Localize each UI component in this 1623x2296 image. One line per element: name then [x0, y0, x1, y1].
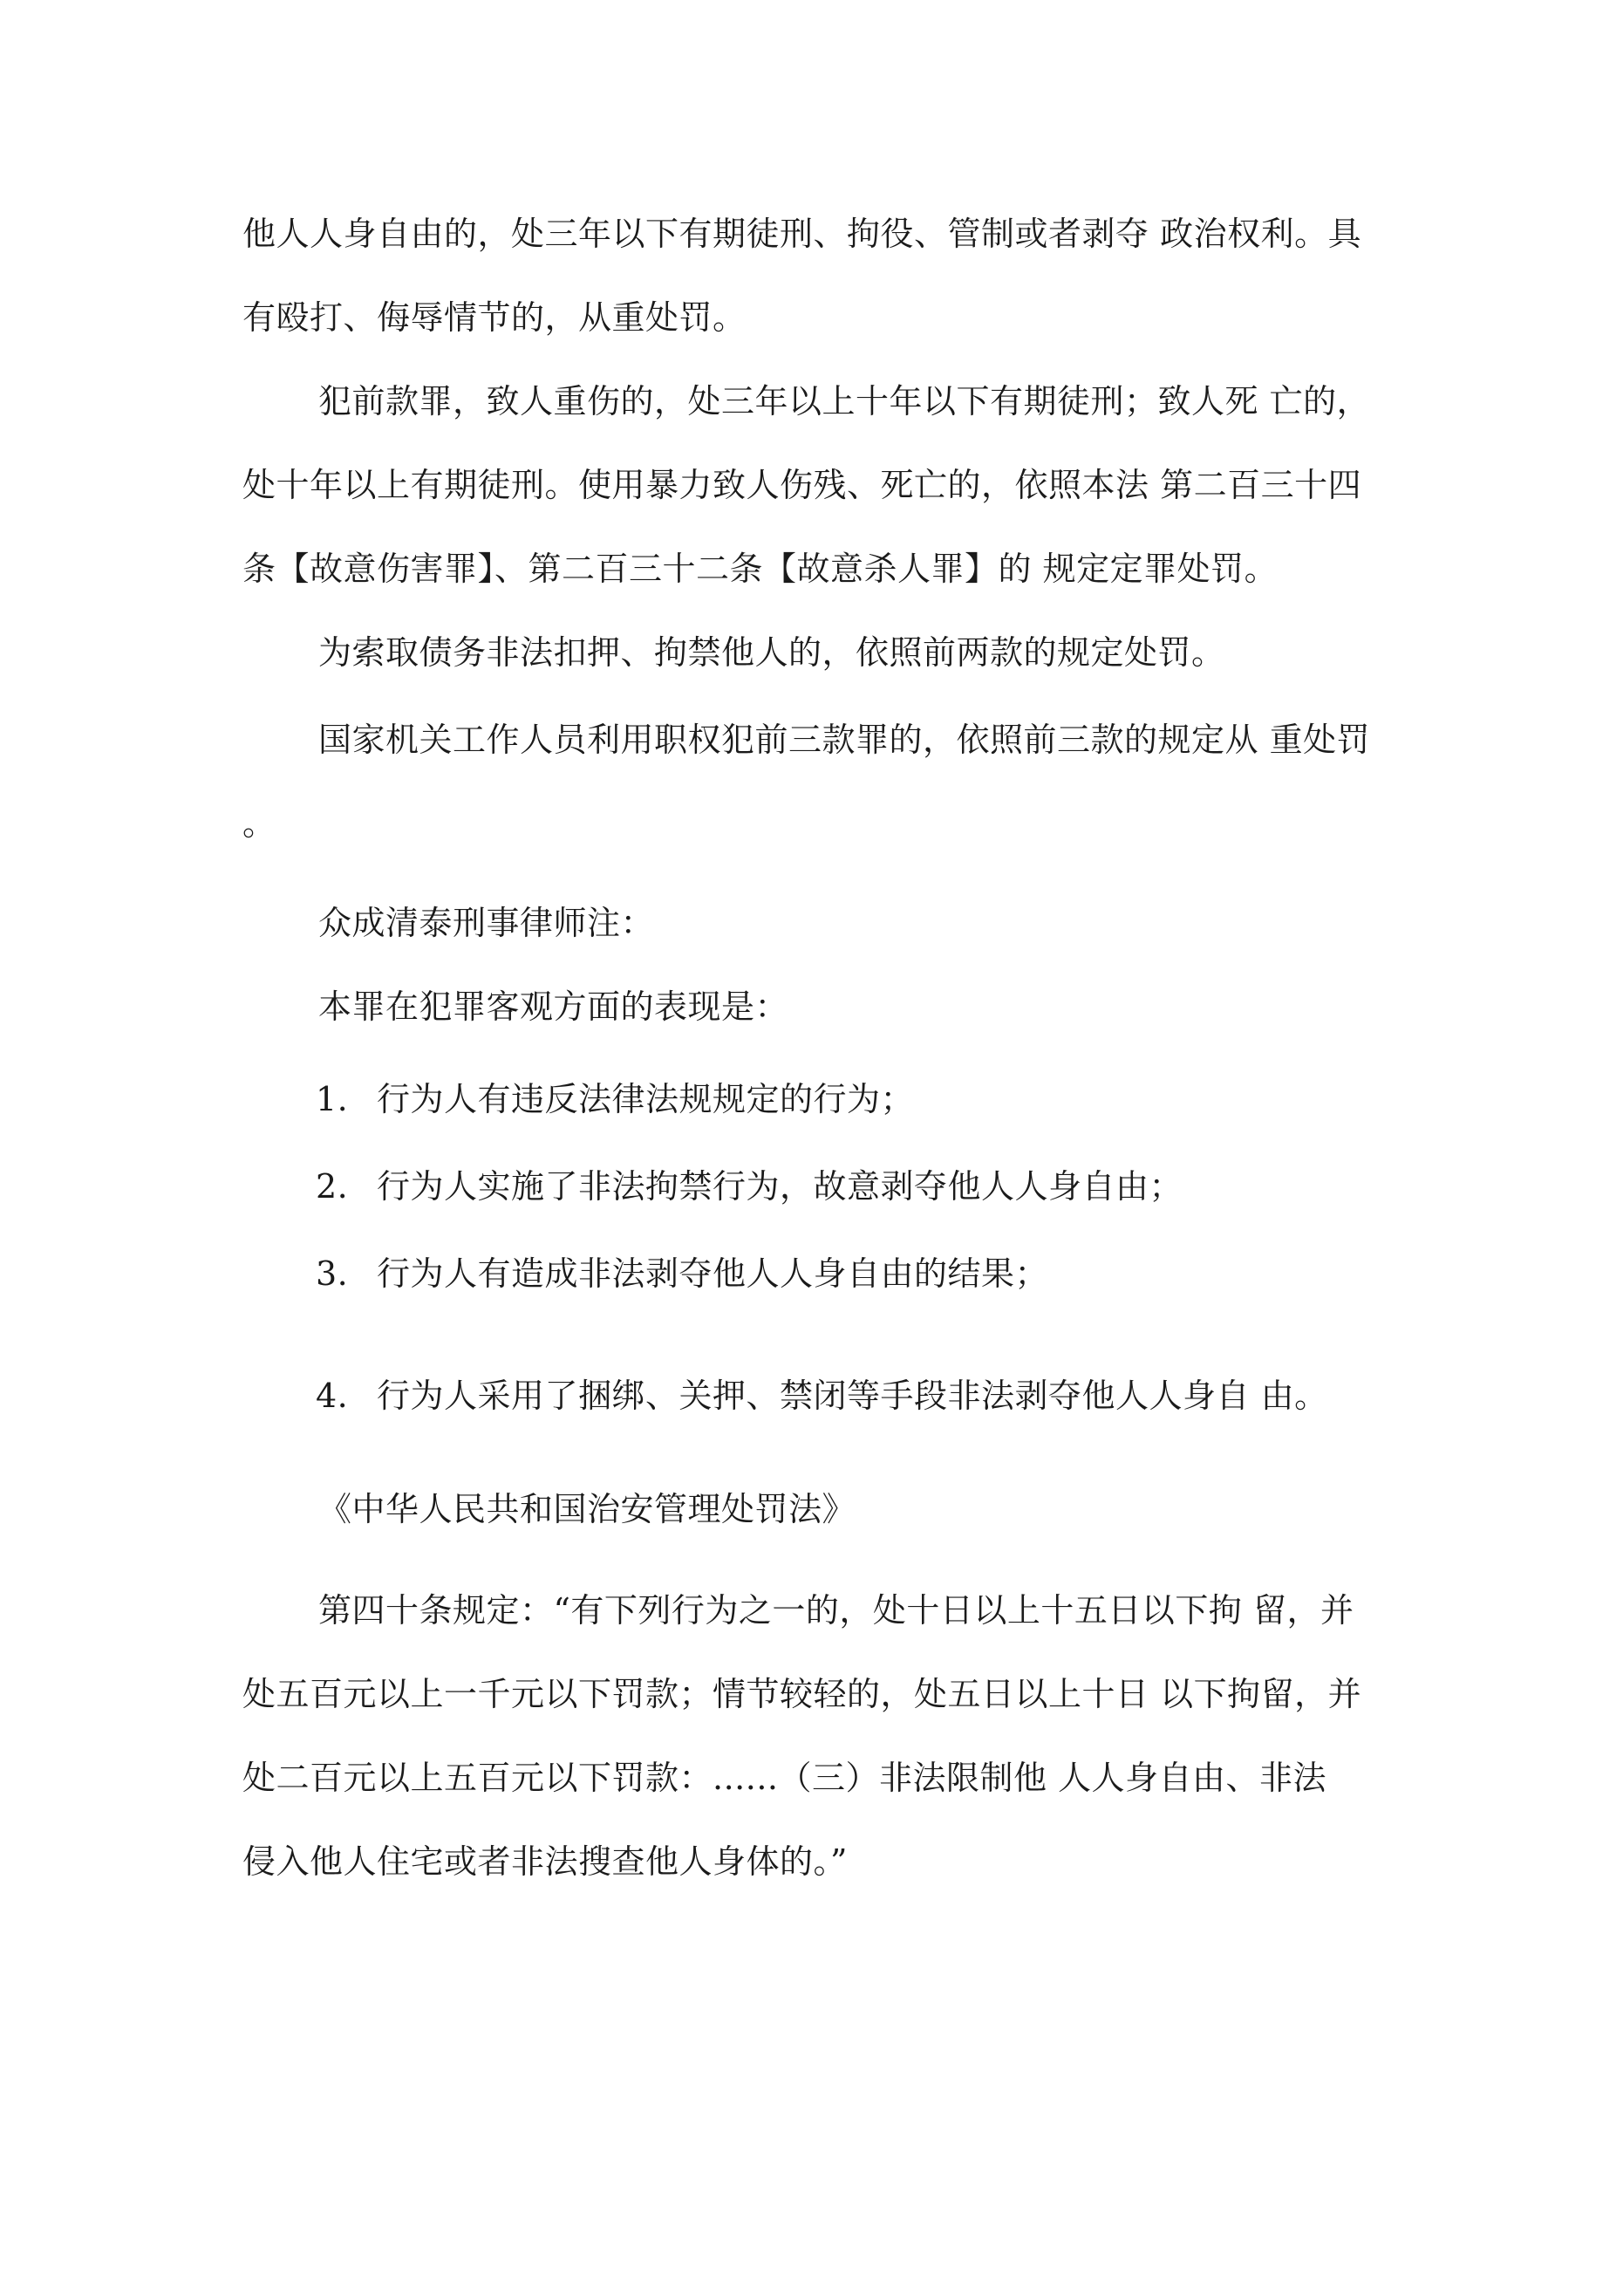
list-item-number: 3.: [316, 1254, 349, 1293]
paragraph-1-line-2: 有殴打、侮辱情节的，从重处罚。: [242, 298, 747, 337]
law-title: 《中华人民共和国治安管理处罚法》: [318, 1490, 856, 1528]
list-item-text: 行为人实施了非法拘禁行为，故意剥夺他人人身自由；: [377, 1167, 1183, 1206]
article-40-line-2: 处五百元以上一千元以下罚款；情节较轻的，处五日以上十日 以下拘留，并: [242, 1675, 1362, 1713]
paragraph-3: 为索取债务非法扣押、拘禁他人的，依照前两款的规定处罚。: [318, 633, 1225, 672]
list-item-text: 行为人采用了捆绑、关押、禁闭等手段非法剥夺他人人身自 由。: [377, 1377, 1328, 1415]
article-40-line-1: 第四十条规定：“有下列行为之一的，处十日以上十五日以下拘 留，并: [318, 1591, 1354, 1630]
list-item-text: 行为人有违反法律法规规定的行为；: [377, 1080, 915, 1118]
article-40-line-3: 处二百元以上五百元以下罚款：......（三）非法限制他 人人身自由、非法: [242, 1759, 1327, 1797]
list-item: [316, 1078, 914, 1120]
note-heading: 众成清泰刑事律师注：: [318, 904, 655, 942]
paragraph-4-line-2: 。: [242, 804, 276, 843]
list-item-number: 1.: [316, 1080, 349, 1118]
list-item-number: 4.: [316, 1377, 349, 1415]
list-item-text: 行为人有造成非法剥夺他人人身自由的结果；: [377, 1254, 1049, 1293]
paragraph-2-line-2: 处十年以上有期徒刑。使用暴力致人伤残、死亡的，依照本法 第二百三十四: [242, 466, 1362, 504]
list-item: [316, 1375, 1328, 1417]
list-item: [316, 1165, 1183, 1207]
list-item: [316, 1253, 1048, 1295]
note-intro: 本罪在犯罪客观方面的表现是：: [318, 987, 789, 1026]
paragraph-2-line-1: 犯前款罪，致人重伤的，处三年以上十年以下有期徒刑；致人死 亡的，: [318, 382, 1371, 420]
paragraph-1-line-1: 他人人身自由的，处三年以下有期徒刑、拘役、管制或者剥夺 政治权利。具: [242, 215, 1362, 253]
list-item-number: 2.: [316, 1167, 349, 1206]
paragraph-2-line-3: 条【故意伤害罪】、第二百三十二条【故意杀人罪】的 规定定罪处罚。: [242, 550, 1279, 588]
paragraph-4-line-1: 国家机关工作人员利用职权犯前三款罪的，依照前三款的规定从 重处罚: [318, 721, 1371, 759]
article-40-line-4: 侵入他人住宅或者非法搜查他人身体的。”: [242, 1842, 848, 1881]
